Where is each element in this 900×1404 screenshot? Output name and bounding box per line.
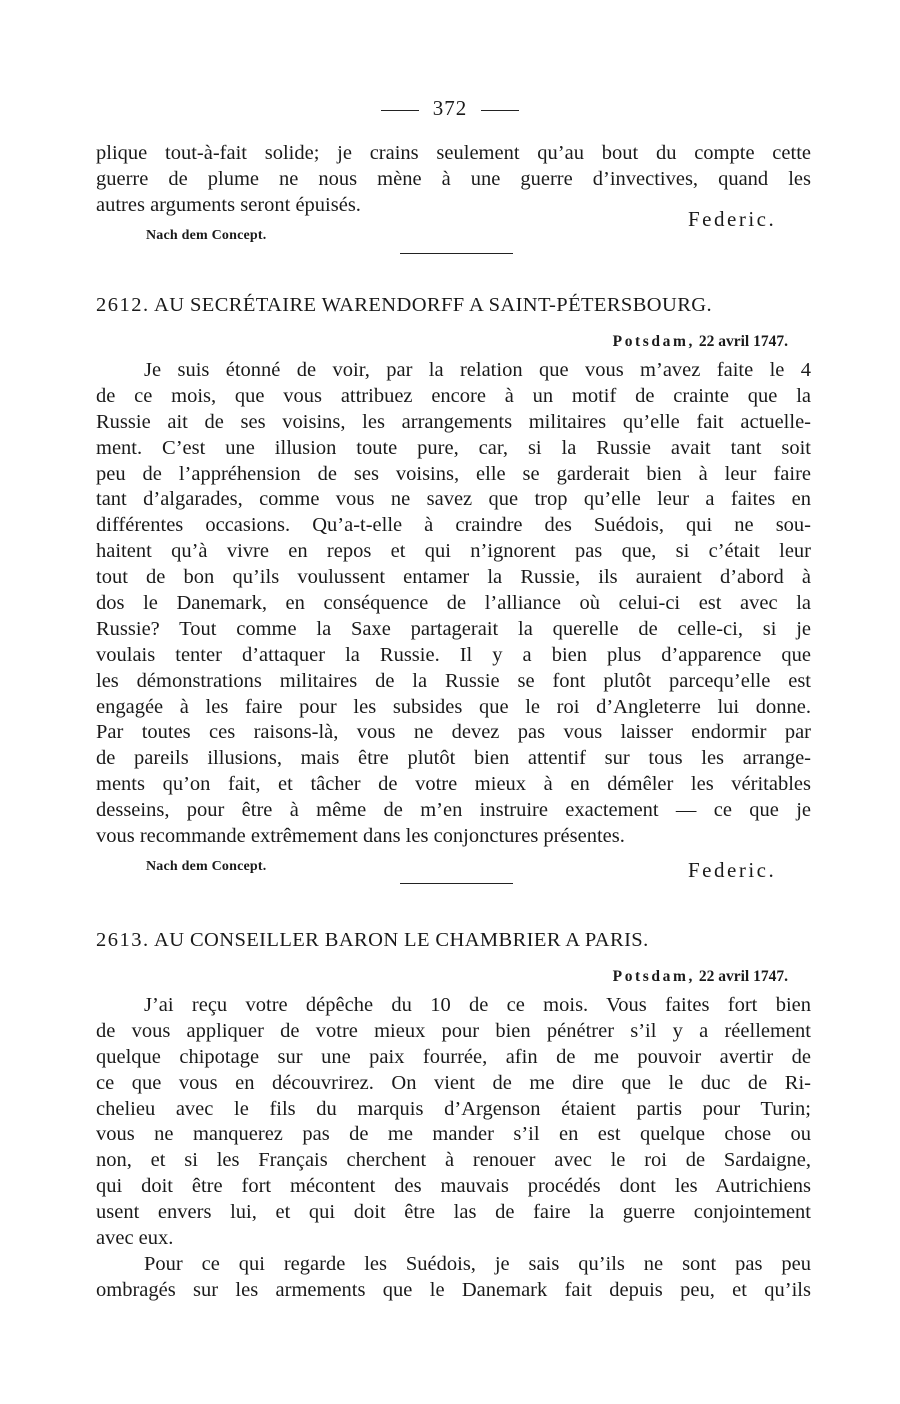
text-line: ombragés sur les armements que le Danemark fait depuis peu, et qu’ils [96,1278,811,1301]
text-line: vous recommande extrêmement dans les conjonctures présentes. [96,825,625,848]
text-line: non, et si les Français cherchent à renouer avec le roi de Sardaigne, [96,1149,811,1172]
text-line: ment. C’est une illusion toute pure, car, si la Russie avait tant soit [96,436,811,459]
text-line: Russie? Tout comme la Saxe partagerait la querelle de celle-ci, si je [96,617,811,640]
text-line: usent envers lui, et qui doit être las de faire la guerre conjointement [96,1201,811,1224]
text-line: tout de bon qu’ils voulussent entamer la Russie, ils auraient d’abord à [96,566,811,589]
letter-2612-body [96,358,811,850]
letter-2612-source-note: Nach dem Concept. [146,859,267,874]
text-line: J’ai reçu votre dépêche du 10 de ce mois. Vous faites fort bien [144,994,811,1016]
letter-2612-dateline [613,333,788,351]
text-line: différentes occasions. Qu’a-t-elle à craindre des Suédois, qui ne sou- [96,514,811,537]
letter-2612-number: 2612. [96,294,150,316]
letter-2612-signature: Federic. [688,858,777,882]
section-divider [400,253,513,254]
letter-2612-title: AU SECRÉTAIRE WARENDORFF A SAINT-PÉTERSBOURG. [154,294,713,316]
letter-2613-place: Potsdam, [612,968,695,985]
page-number: 372 [432,96,468,120]
letter-2612-place: Potsdam, [612,333,695,350]
letter-2612-date: 22 avril 1747. [698,333,788,350]
letter-2613-date: 22 avril 1747. [698,968,788,985]
text-line: chelieu avec le fils du marquis d’Argenson étaient partis pour Turin; [96,1097,811,1120]
text-line: de vous appliquer de votre mieux pour bien pénétrer s’il y a réellement [96,1019,811,1042]
text-line: plique tout-à-fait solide; je crains seulement qu’au bout du compte cette [96,142,811,164]
letter-2613-heading [96,929,811,952]
page-number-dash-left [381,110,419,111]
section-divider [400,883,513,884]
text-line: ments qu’on fait, et tâcher de votre mieux à en démêler les véritables [96,773,811,796]
text-line: quelque chipotage sur une paix fourrée, afin de me pouvoir avertir de [96,1045,811,1068]
text-line: haitent qu’à vivre en repos et qui n’ignorent pas que, si c’était leur [96,540,811,563]
text-line: engagée à les faire pour les subsides que le roi d’Angleterre lui donne. [96,695,811,718]
text-line: desseins, pour être à même de m’en instruire exactement — ce que je [96,799,811,822]
text-line: les démonstrations militaires de la Russie se font plutôt parcequ’elle est [96,669,811,692]
text-line: dos le Danemark, en conséquence de l’alliance où celui-ci est avec la [96,592,811,615]
text-line: ce que vous en découvrirez. On vient de me dire que le duc de Ri- [96,1071,811,1094]
text-line: guerre de plume ne nous mène à une guerre d’invectives, quand les [96,167,811,190]
letter-2613-body [96,993,811,1304]
text-line: tant d’algarades, comme vous ne savez que trop qu’elle leur a faites en [96,488,811,511]
top-signature: Federic. [688,207,777,231]
text-line: qui doit être fort mécontent des mauvais procédés dont les Autrichiens [96,1175,811,1198]
letter-2613-dateline [613,968,788,986]
text-line: Russie ait de ses voisins, les arrangements militaires qu’elle fait actuelle- [96,410,811,433]
text-line: Je suis étonné de voir, par la relation que vous m’avez faite le 4 [144,359,811,381]
top-source-note: Nach dem Concept. [146,228,267,243]
text-line: vous ne manquerez pas de me mander s’il en est quelque chose ou [96,1123,811,1146]
letter-2612-heading [96,294,811,317]
letter-2613-number: 2613. [96,929,150,951]
page-number-dash-right [481,110,519,111]
text-line: de pareils illusions, mais être plutôt bien attentif sur tous les arrange- [96,747,811,770]
text-line: peu de l’appréhension de ses voisins, elle se garderait bien à leur faire [96,462,811,485]
text-line: Pour ce qui regarde les Suédois, je sais qu’ils ne sont pas peu [144,1252,811,1275]
letter-2613-title: AU CONSEILLER BARON LE CHAMBRIER A PARIS. [154,929,649,951]
page-number-line [0,96,900,121]
text-line: autres arguments seront épuisés. [96,193,361,216]
text-line: voulais tenter d’attaquer la Russie. Il y a bien plus d’apparence que [96,643,811,666]
text-line: avec eux. [96,1227,174,1250]
text-line: de ce mois, que vous attribuez encore à un motif de crainte que la [96,384,811,407]
text-line: Par toutes ces raisons-là, vous ne devez pas vous laisser endormir par [96,721,811,744]
